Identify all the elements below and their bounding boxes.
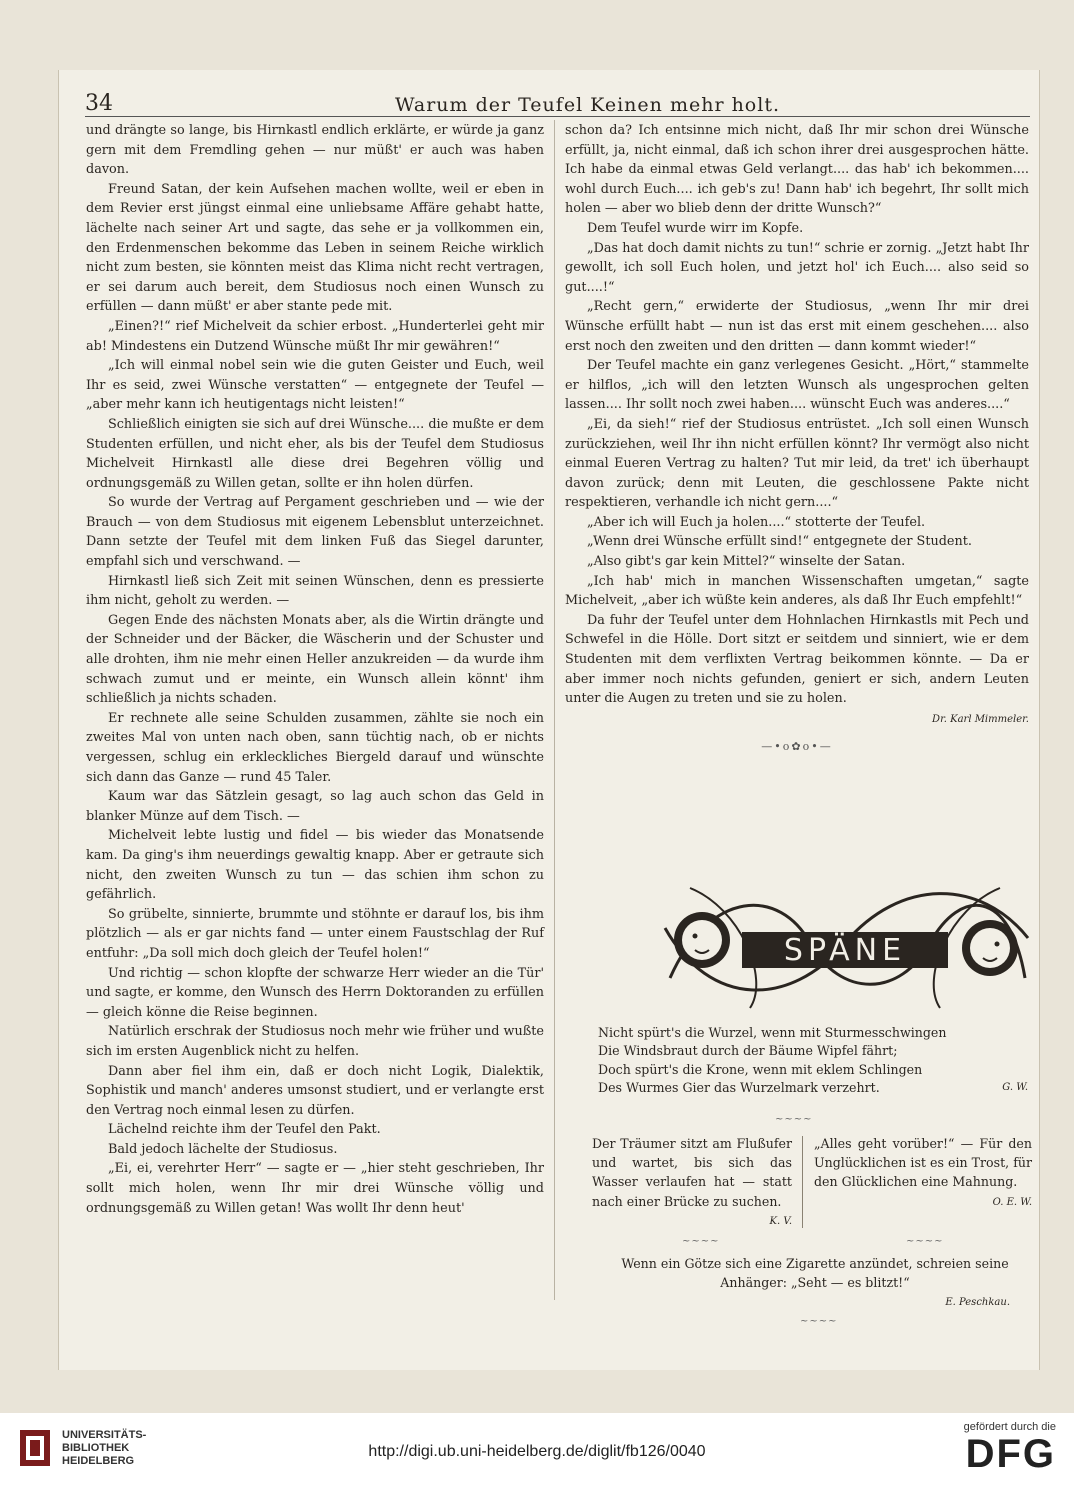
left-column: [86, 121, 544, 1218]
paragraph: „Ei, ei, verehrter Herr“ — sagte er — „hier steht geschrieben, Ihr sollt mich holen, wenn Ihr mir drei Wünsche völlig und ordnungsgemäß zu Willen getan! Was wollt Ihr denn heut': [86, 1161, 544, 1216]
paragraph: Kaum war das Sätzlein gesagt, so lag auch schon das Geld in blanker Münze auf dem Tisch. —: [86, 789, 544, 824]
aphorism-text: Wenn ein Götze sich eine Zigarette anzündet, schreien seine Anhänger: „Seht — es blitzt!“: [621, 1256, 1009, 1290]
paragraph: „Also gibt's gar kein Mittel?“ winselte der Satan.: [587, 554, 906, 570]
aphorism-author: O. E. W.: [992, 1196, 1032, 1208]
paragraph: Hirnkastl ließ sich Zeit mit seinen Wünschen, denn es pressierte ihm nicht, geholt zu werden. —: [86, 573, 544, 609]
poem-line: Die Windsbraut durch der Bäume Wipfel fährt;: [598, 1043, 898, 1059]
aphorism-author: E. Peschkau.: [945, 1297, 1010, 1308]
library-line: HEIDELBERG: [62, 1454, 135, 1467]
paragraph: „Ich hab' mich in manchen Wissenschaften umgetan,“ sagte Michelveit, „aber ich wüßte kein anderes, als daß Ihr Euch empfehlt!“: [565, 573, 1029, 609]
funder-logo[interactable]: [964, 1421, 1056, 1475]
paragraph: „Das hat doch damit nichts zu tun!“ schrie er zornig. „Jetzt habt Ihr gewollt, ich soll Euch holen, und jetzt hol' ich Euch.... also seid so gut....!“: [565, 240, 1029, 295]
paragraph: „Recht gern,“ erwiderte der Studiosus, „wenn Ihr mir drei Wünsche erfüllt habt — nun ist das erst mit einem geschehen.... also erst noch den zweiten und den dritten — dann kommt wieder!“: [565, 299, 1029, 354]
aphorism-right: [814, 1134, 1032, 1212]
running-title: Warum der Teufel Keinen mehr holt.: [395, 94, 780, 116]
paragraph: Natürlich erschrak der Studiosus noch mehr wie früher und wußte sich im ersten Augenblick nicht zu helfen.: [86, 1024, 544, 1059]
ornament-divider: —•o✿o•—: [761, 740, 833, 754]
aphorism-left: [592, 1134, 792, 1231]
aphorism-divider: [802, 1136, 803, 1228]
paragraph: Freund Satan, der kein Aufsehen machen wollte, weil er eben in dem Revier erst jüngst einmal eine unliebsame Affäre gehabt hatte, lächelte nach seiner Art und sagte, das sehe er ja vollkommen ein, den Erdenmenschen bekomme das Leben in seinem Reiche wirklich nicht zum besten, sie könnten meist das Klima nicht recht vertragen, er sei darum auch bereit, dem Studiosus noch einen Wunsch zu erfüllen — dann müßt' er aber stante pede mit.: [86, 181, 544, 315]
aphorism-last: [620, 1254, 1010, 1312]
paragraph: Und richtig — schon klopfte der schwarze Herr wieder an die Tür' und sagte, er komme, den Wunsch des Herrn Doktoranden zu erfüllen — gleich könne die Reise beginnen.: [86, 965, 544, 1020]
poem-author: G. W.: [1002, 1082, 1028, 1094]
aphorism-author: K. V.: [769, 1215, 792, 1227]
library-line: BIBLIOTHEK: [62, 1441, 130, 1454]
paragraph: „Ei, da sieh!“ rief der Studiosus entrüstet. „Ich soll einen Wunsch zurückziehen, weil Ihr ihn nicht erfüllen könnt? Ihr vermögt also nicht einmal Eueren Vertrag zu halten? Tut mir leid, da tret' ich überhaupt davon zurück; denn mit Leuten, die geschlossene Pakte nicht respektieren, verhandle ich nicht gern....“: [565, 416, 1029, 511]
paragraph: So wurde der Vertrag auf Pergament geschrieben und — wie der Brauch — von dem Studiosus mit eigenem Lebensblut unterzeichnet. Dann setzte der Teufel mit dem linken Fuß das Siegel darunter, empfahl sich und verschwand. —: [86, 495, 544, 570]
paragraph: Gegen Ende des nächsten Monats aber, als die Wirtin drängte und der Schneider und der Bäcker, die Wäscherin und der Schuster und alle drohten, ihm nie mehr einen Heller anzukreiden — da wurde ihm schwach zumut und er meinte, ein Wunsch allein könnt' ihm schließlich ja nichts schaden.: [86, 612, 544, 707]
face-right-icon: [962, 920, 1018, 976]
paragraph: Michelveit lebte lustig und fidel — bis wieder das Monatsende kam. Da ging's ihm neuerdings gewaltig knapp. Aber er getraute sich nicht, den zweiten Wunsch zu tun — das schien ihm schon zu gefährlich.: [86, 828, 544, 903]
section-heading: SPÄNE: [783, 933, 907, 968]
paragraph: Er rechnete alle seine Schulden zusammen, zählte sie noch ein zweites Mal von unten nach oben, sann tüchtig nach, ob er nichts vergessen, schlug ein erkleckliches Biergeld darauf und wünschte sich dann das Ganze — rund 45 Taler.: [86, 710, 544, 785]
wavy-divider: ~~~~: [906, 1236, 944, 1247]
paragraph: Lächelnd reichte ihm der Teufel den Pakt.: [108, 1122, 381, 1138]
funder-name: DFG: [965, 1432, 1056, 1476]
paragraph: Bald jedoch lächelte der Studiosus.: [108, 1141, 338, 1157]
funded-by-label: gefördert durch die: [963, 1421, 1056, 1433]
wavy-divider: ~~~~: [682, 1236, 720, 1247]
paragraph: Der Teufel machte ein ganz verlegenes Gesicht. „Hört,“ stammelte er hilflos, „ich will den letzten Wunsch als ungesprochen gelten lassen.... Ihr sollt noch zwei haben.... wünscht Euch was anderes....“: [565, 358, 1029, 413]
header-rule: [85, 116, 1030, 117]
paragraph: und drängte so lange, bis Hirnkastl endlich erklärte, er würde ja ganz gern mit dem Fremdling gehen — nur müßt' er auch was haben davon.: [86, 123, 544, 178]
permalink-url[interactable]: http://digi.ub.uni-heidelberg.de/diglit/fb126/0040: [368, 1443, 706, 1460]
paragraph: So grübelte, sinnierte, brummte und stöhnte er darauf los, bis ihm plötzlich — als er gar nichts fand — unter einem Faustschlag der Ruf entfuhr: „Da soll mich doch gleich der Teufel holen!“: [86, 906, 544, 961]
wavy-divider: ~~~~: [775, 1114, 813, 1125]
paragraph: Dem Teufel wurde wirr im Kopfe.: [587, 220, 804, 236]
poem: [598, 1024, 1028, 1098]
paragraph: Da fuhr der Teufel unter dem Hohnlachen Hirnkastls mit Pech und Schwefel in die Hölle. Dort sitzt er seitdem und sinniert, wie er dem Studenten mit dem verflixten Vertrag beikommen könnte. — Da er aber immer noch nichts gefunden, geniert er sich, andern Leuten unter die Augen zu treten und sie zu holen.: [565, 612, 1029, 707]
poem-line: Nicht spürt's die Wurzel, wenn mit Sturmesschwingen: [598, 1025, 947, 1040]
poem-line: Des Wurmes Gier das Wurzelmark verzehrt.: [598, 1080, 880, 1096]
paragraph: Schließlich einigten sie sich auf drei Wünsche.... die mußte er dem Studenten erfüllen, und nicht eher, als bis der Teufel dem Studiosus Michelveit Hirnkastl alle diese drei Begehren völlig und ordnungsgemäß zu Willen getan, sollte er ihn holen dürfen.: [86, 416, 544, 491]
face-left-icon: [674, 912, 730, 968]
paragraph: schon da? Ich entsinne mich nicht, daß Ihr mir schon drei Wünsche erfüllt, ja, nicht einmal, daß ich schon ihrer drei ausgesprochen hätte. Ich habe da einmal etwas Geld verlangt.... das hab' ich bekommen.... wohl durch Euch.... ich geb's zu! Dann hab' ich begehrt, Ihr sollt mich holen — aber wo blieb denn der dritte Wunsch?“: [565, 123, 1029, 217]
paragraph: „Wenn drei Wünsche erfüllt sind!“ entgegnete der Student.: [587, 534, 972, 550]
footer-bar: [0, 1413, 1074, 1490]
wavy-divider: ~~~~: [800, 1316, 838, 1327]
library-line: UNIVERSITÄTS-: [62, 1428, 147, 1441]
page-header: [85, 88, 1030, 116]
column-divider: [554, 120, 555, 1300]
spaene-vignette: [650, 868, 1040, 1018]
aphorism-text: „Alles geht vorüber!“ — Für den Unglücklichen ist es ein Trost, für den Glücklichen eine Mahnung.: [814, 1136, 1032, 1190]
right-column: [565, 121, 1029, 765]
paragraph: „Ich will einmal nobel sein wie die guten Geister und Euch, weil Ihr es seid, zwei Wünsche verstatten“ — entgegnete der Teufel — „aber mehr kann ich heutigentags nicht leisten!“: [86, 358, 544, 413]
aphorism-text: Der Träumer sitzt am Flußufer und wartet, bis sich das Wasser verlaufen hat — statt nach einer Brücke zu suchen.: [592, 1136, 792, 1209]
paragraph: Dann aber fiel ihm ein, daß er doch nicht Logik, Dialektik, Sophistik und manch' anderes umsonst studiert, und er verlangte erst den Vertrag noch einmal lesen zu dürfen.: [86, 1063, 544, 1118]
paragraph: „Einen?!“ rief Michelveit da schier erbost. „Hunderterlei geht mir ab! Mindestens ein Dutzend Wünsche müßt Ihr mir gewähren!“: [86, 318, 544, 354]
article-author: Dr. Karl Mimmeler.: [932, 713, 1029, 725]
page-number: 34: [85, 91, 113, 116]
paragraph: „Aber ich will Euch ja holen....“ stotterte der Teufel.: [587, 514, 926, 530]
poem-line: Doch spürt's die Krone, wenn mit eklem Schlingen: [598, 1061, 923, 1077]
